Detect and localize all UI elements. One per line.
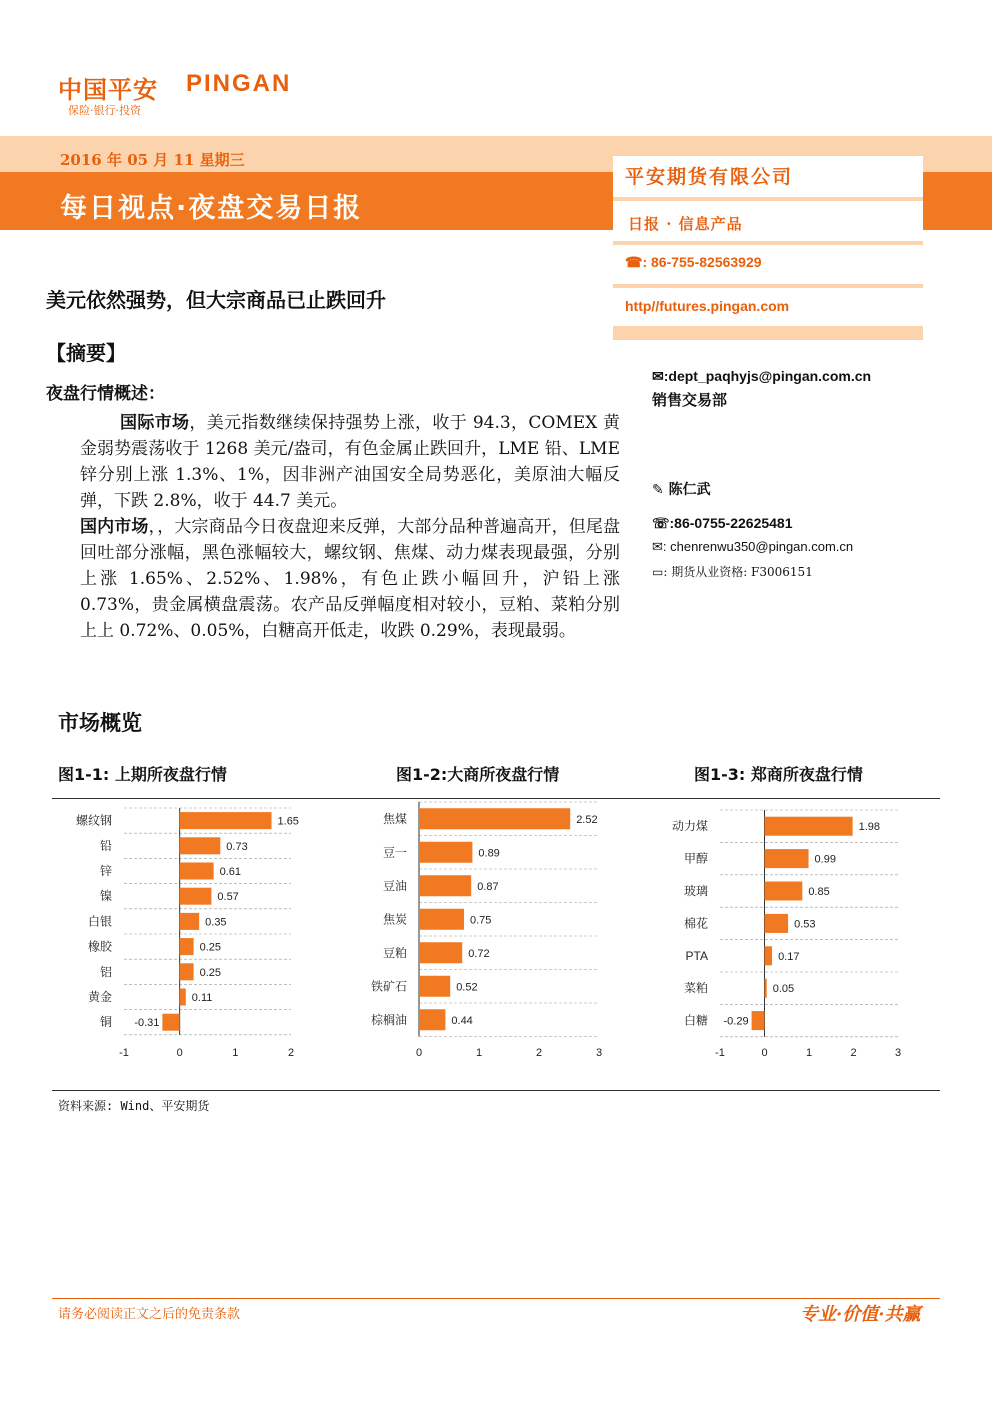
charts-canvas <box>0 800 992 1090</box>
category-label: 焦炭 <box>382 912 407 927</box>
chart-title-shfe: 图1-1: 上期所夜盘行情 <box>58 765 227 784</box>
data-label: 0.53 <box>794 918 816 931</box>
data-label: 0.85 <box>808 886 830 898</box>
chart-dce <box>371 802 602 1059</box>
logo-en: PINGAN <box>186 70 292 97</box>
bar-1-1 <box>419 842 472 863</box>
company-name: 平安期货有限公司 <box>625 166 794 188</box>
bar-1-4 <box>419 942 462 963</box>
category-label: 白糖 <box>683 1013 708 1028</box>
tick-label: 2 <box>850 1047 857 1059</box>
bar-0-5 <box>180 938 194 955</box>
dom-text: ，，大宗商品今日夜盘迎来反弹，大部分品种普遍高开，但尾盘回吐部分涨幅，黑色涨幅较大，螺纹钢、焦煤、动力煤表现最强，分别上涨 1.65%、2.52%、1.98%，有色止跌小幅回升，沪铅上涨 0.73%，贵金属横盘震荡。农产品反弹幅度相对较小，豆粕、菜粕分别上上 0.72%、0.05%，白糖高开低走，收跌 0.29%，表现最弱。 <box>80 517 621 641</box>
category-label: 铜 <box>99 1015 112 1030</box>
data-label: 0.25 <box>199 966 222 979</box>
category-label: 焦煤 <box>382 811 407 826</box>
market-title: 市场概览 <box>58 711 142 735</box>
category-label: 铝 <box>99 964 112 979</box>
dept-name: 销售交易部 <box>652 391 728 409</box>
data-label: -0.31 <box>134 1017 160 1030</box>
bar-2-0 <box>765 817 853 836</box>
data-label: 0.73 <box>226 840 248 853</box>
overview-label: 夜盘行情概述： <box>46 384 165 404</box>
tick-label: -1 <box>119 1047 129 1059</box>
dom-paragraph <box>80 514 620 644</box>
category-label: 豆粕 <box>382 945 407 960</box>
bar-1-2 <box>419 875 471 896</box>
data-label: 0.05 <box>772 983 795 996</box>
bar-2-2 <box>765 882 803 901</box>
data-label: 0.72 <box>468 947 490 960</box>
category-label: 白银 <box>87 914 112 929</box>
chart-bottom-rule <box>52 1090 940 1091</box>
data-label: 0.17 <box>778 950 800 963</box>
footer-rule <box>52 1298 940 1299</box>
category-label: 螺纹钢 <box>75 813 112 828</box>
category-label: 锌 <box>99 864 112 878</box>
abstract-title: 【摘要】 <box>46 341 126 365</box>
chart-czce <box>672 810 901 1059</box>
data-label: 2.52 <box>576 813 598 826</box>
data-label: 0.89 <box>478 847 500 860</box>
data-source: 资料来源: Wind、平安期货 <box>58 1099 210 1113</box>
bar-0-7 <box>180 989 186 1006</box>
intl-paragraph <box>80 410 620 514</box>
category-label: 豆一 <box>382 845 407 860</box>
chart-title-czce: 图1-3: 郑商所夜盘行情 <box>694 765 863 784</box>
data-label: 0.25 <box>199 941 222 954</box>
tick-label: 0 <box>415 1047 423 1059</box>
bar-2-4 <box>765 946 773 965</box>
tick-label: 1 <box>805 1047 813 1059</box>
chart-title-dce: 图1-2:大商所夜盘行情 <box>396 765 560 784</box>
category-label: 棉花 <box>683 916 708 931</box>
category-label: 橡胶 <box>87 939 112 954</box>
data-label: 0.35 <box>205 916 227 929</box>
company-url[interactable]: http//futures.pingan.com <box>625 298 790 314</box>
company-phone: ☎: 86-755-82563929 <box>625 254 762 270</box>
tick-label: 1 <box>232 1047 239 1059</box>
category-label: 铅 <box>99 838 112 853</box>
data-label: 0.87 <box>477 880 499 893</box>
chart-shfe <box>76 808 299 1059</box>
product-type: 日报 · 信息产品 <box>628 215 743 233</box>
bar-0-8 <box>162 1014 179 1031</box>
tick-label: 0 <box>176 1047 183 1059</box>
bar-0-6 <box>180 963 194 980</box>
bar-1-3 <box>419 909 464 930</box>
bar-1-6 <box>419 1009 445 1030</box>
bar-2-6 <box>752 1011 765 1030</box>
author-phone: ☏:86-0755-22625481 <box>652 515 793 531</box>
category-label: 甲醇 <box>683 851 708 866</box>
bar-0-0 <box>180 812 272 829</box>
logo-cn: 中国平安 <box>58 76 158 104</box>
data-label: 0.44 <box>451 1014 473 1027</box>
data-label: 0.11 <box>191 992 213 1004</box>
data-label: 0.99 <box>814 853 836 866</box>
bar-1-5 <box>419 976 450 997</box>
bar-1-0 <box>419 808 570 829</box>
tick-label: 2 <box>287 1047 295 1059</box>
bar-2-3 <box>765 914 789 933</box>
dept-email[interactable]: ✉:dept_paqhyjs@pingan.com.cn <box>652 368 872 384</box>
disclaimer-link[interactable]: 请务必阅读正文之后的免责条款 <box>58 1307 241 1322</box>
category-label: 菜粕 <box>683 981 708 996</box>
tick-label: 3 <box>595 1047 603 1059</box>
slogan: 专业·价值·共赢 <box>800 1304 921 1325</box>
chart-top-rule <box>52 798 940 799</box>
summary-body <box>80 410 620 644</box>
dom-label: 国内市场 <box>80 517 149 537</box>
headline: 美元依然强势，但大宗商品已止跌回升 <box>46 288 386 312</box>
data-label: 1.98 <box>858 821 881 834</box>
category-label: 动力煤 <box>671 819 708 834</box>
category-label: 铁矿石 <box>370 979 407 994</box>
author-name: ✎ 陈仁武 <box>652 482 711 498</box>
author-license: ▭: 期货从业资格: F3006151 <box>652 565 813 579</box>
data-label: -0.29 <box>723 1015 749 1028</box>
bar-2-1 <box>765 849 809 868</box>
data-label: 1.65 <box>277 815 299 828</box>
data-label: 0.57 <box>217 891 239 904</box>
bar-2-5 <box>765 979 767 998</box>
tick-label: 1 <box>475 1047 483 1059</box>
category-label: 镍 <box>99 889 112 904</box>
tick-label: -1 <box>715 1047 725 1059</box>
bar-0-1 <box>180 837 221 854</box>
data-label: 0.52 <box>456 981 478 994</box>
logo-tagline: 保险·银行·投资 <box>68 104 141 117</box>
category-label: 玻璃 <box>683 884 708 898</box>
report-title: 每日视点·夜盘交易日报 <box>60 193 363 224</box>
bar-0-3 <box>180 888 212 905</box>
data-label: 0.75 <box>470 914 492 927</box>
tick-label: 0 <box>761 1047 768 1059</box>
intl-text: ，美元指数继续保持强势上涨，收于 94.3，COMEX 黄金弱势震荡收于 1268 美元/盎司，有色金属止跌回升，LME 铅、LME 锌分别上涨 1.3%、1%，因非洲产油国安全局势恶化，美原油大幅反弹，下跌 2.8%，收于 44.7 美元。 <box>80 413 621 511</box>
category-label: 黄金 <box>87 990 112 1004</box>
tick-label: 2 <box>535 1047 543 1059</box>
bar-0-2 <box>180 863 214 880</box>
report-date: 2016 年 05 月 11 星期三 <box>60 151 245 169</box>
data-label: 0.61 <box>219 866 242 878</box>
category-label: PTA <box>685 948 708 963</box>
author-email[interactable]: ✉: chenrenwu350@pingan.com.cn <box>652 539 854 554</box>
bar-0-4 <box>180 913 199 930</box>
tick-label: 3 <box>894 1047 902 1059</box>
category-label: 棕榈油 <box>370 1012 407 1027</box>
intl-label: 国际市场 <box>120 413 190 433</box>
category-label: 豆油 <box>382 878 407 893</box>
